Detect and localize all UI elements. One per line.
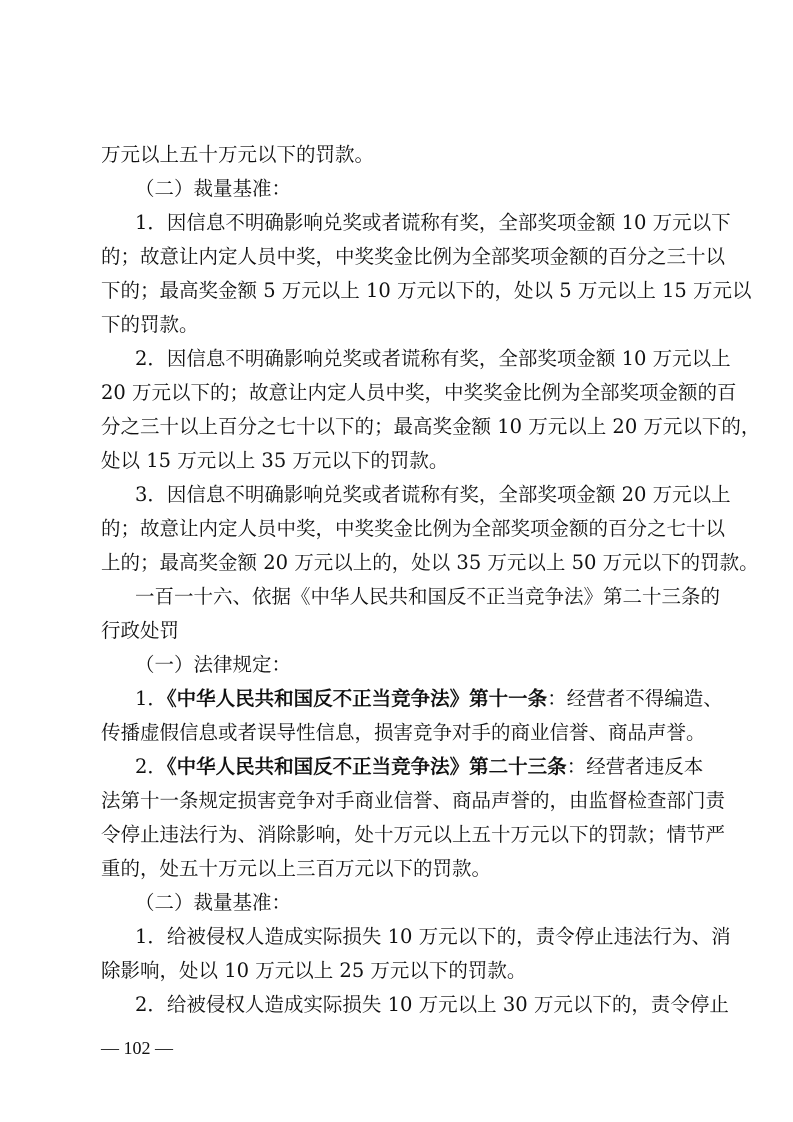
item-number: 1． — [135, 687, 167, 710]
citation-text: ：经营者不得编造、 — [547, 687, 723, 710]
text-line: 重的，处五十万元以上三百万元以下的罚款。 — [101, 857, 492, 880]
text-line: 1．给被侵权人造成实际损失 10 万元以下的，责令停止违法行为、消 — [135, 925, 731, 948]
law-citation: 《中华人民共和国反不正当竞争法》第二十三条 — [166, 755, 567, 778]
text-line: 的；故意让内定人员中奖，中奖奖金比例为全部奖项金额的百分之七十以 — [101, 517, 726, 540]
article-heading: 一百一十六、依据《中华人民共和国反不正当竞争法》第二十三条的 — [135, 585, 721, 608]
text-line: 除影响，处以 10 万元以上 25 万元以下的罚款。 — [101, 959, 527, 982]
text-line: 分之三十以上百分之七十以下的；最高奖金额 10 万元以上 20 万元以下的， — [101, 415, 761, 438]
text-line: 下的罚款。 — [101, 313, 199, 336]
citation-text: ：经营者违反本 — [566, 755, 704, 778]
text-line: 上的；最高奖金额 20 万元以上的，处以 35 万元以上 50 万元以下的罚款。 — [101, 551, 759, 574]
text-line: 2．因信息不明确影响兑奖或者谎称有奖，全部奖项金额 10 万元以上 — [135, 347, 731, 370]
item-number: 2． — [135, 755, 167, 778]
text-line: 3．因信息不明确影响兑奖或者谎称有奖，全部奖项金额 20 万元以上 — [135, 483, 731, 506]
text-line: 20 万元以下的；故意让内定人员中奖，中奖奖金比例为全部奖项金额的百 — [101, 381, 737, 404]
section-heading: （二）裁量基准： — [135, 177, 292, 200]
section-heading: （一）法律规定： — [135, 653, 292, 676]
article-heading: 行政处罚 — [101, 619, 180, 642]
text-line: 万元以上五十万元以下的罚款。 — [101, 143, 375, 166]
text-line: 法第十一条规定损害竞争对手商业信誉、商品声誉的，由监督检查部门责 — [101, 789, 726, 812]
text-line: 的；故意让内定人员中奖，中奖奖金比例为全部奖项金额的百分之三十以 — [101, 245, 726, 268]
law-citation: 《中华人民共和国反不正当竞争法》第十一条 — [166, 687, 548, 710]
text-line: 1．因信息不明确影响兑奖或者谎称有奖，全部奖项金额 10 万元以下 — [135, 211, 731, 234]
text-line — [135, 755, 704, 779]
text-line: 下的；最高奖金额 5 万元以上 10 万元以下的，处以 5 万元以上 15 万元以 — [101, 279, 752, 302]
text-line: 令停止违法行为、消除影响，处十万元以上五十万元以下的罚款；情节严 — [101, 823, 726, 846]
page-number: — 102 — — [101, 1038, 173, 1058]
section-heading: （二）裁量基准： — [135, 891, 292, 914]
text-line: 2．给被侵权人造成实际损失 10 万元以上 30 万元以下的，责令停止 — [135, 993, 729, 1016]
text-line: 传播虚假信息或者误导性信息，损害竞争对手的商业信誉、商品声誉。 — [101, 721, 706, 744]
text-line: 处以 15 万元以上 35 万元以下的罚款。 — [101, 449, 449, 472]
text-line — [135, 687, 723, 711]
